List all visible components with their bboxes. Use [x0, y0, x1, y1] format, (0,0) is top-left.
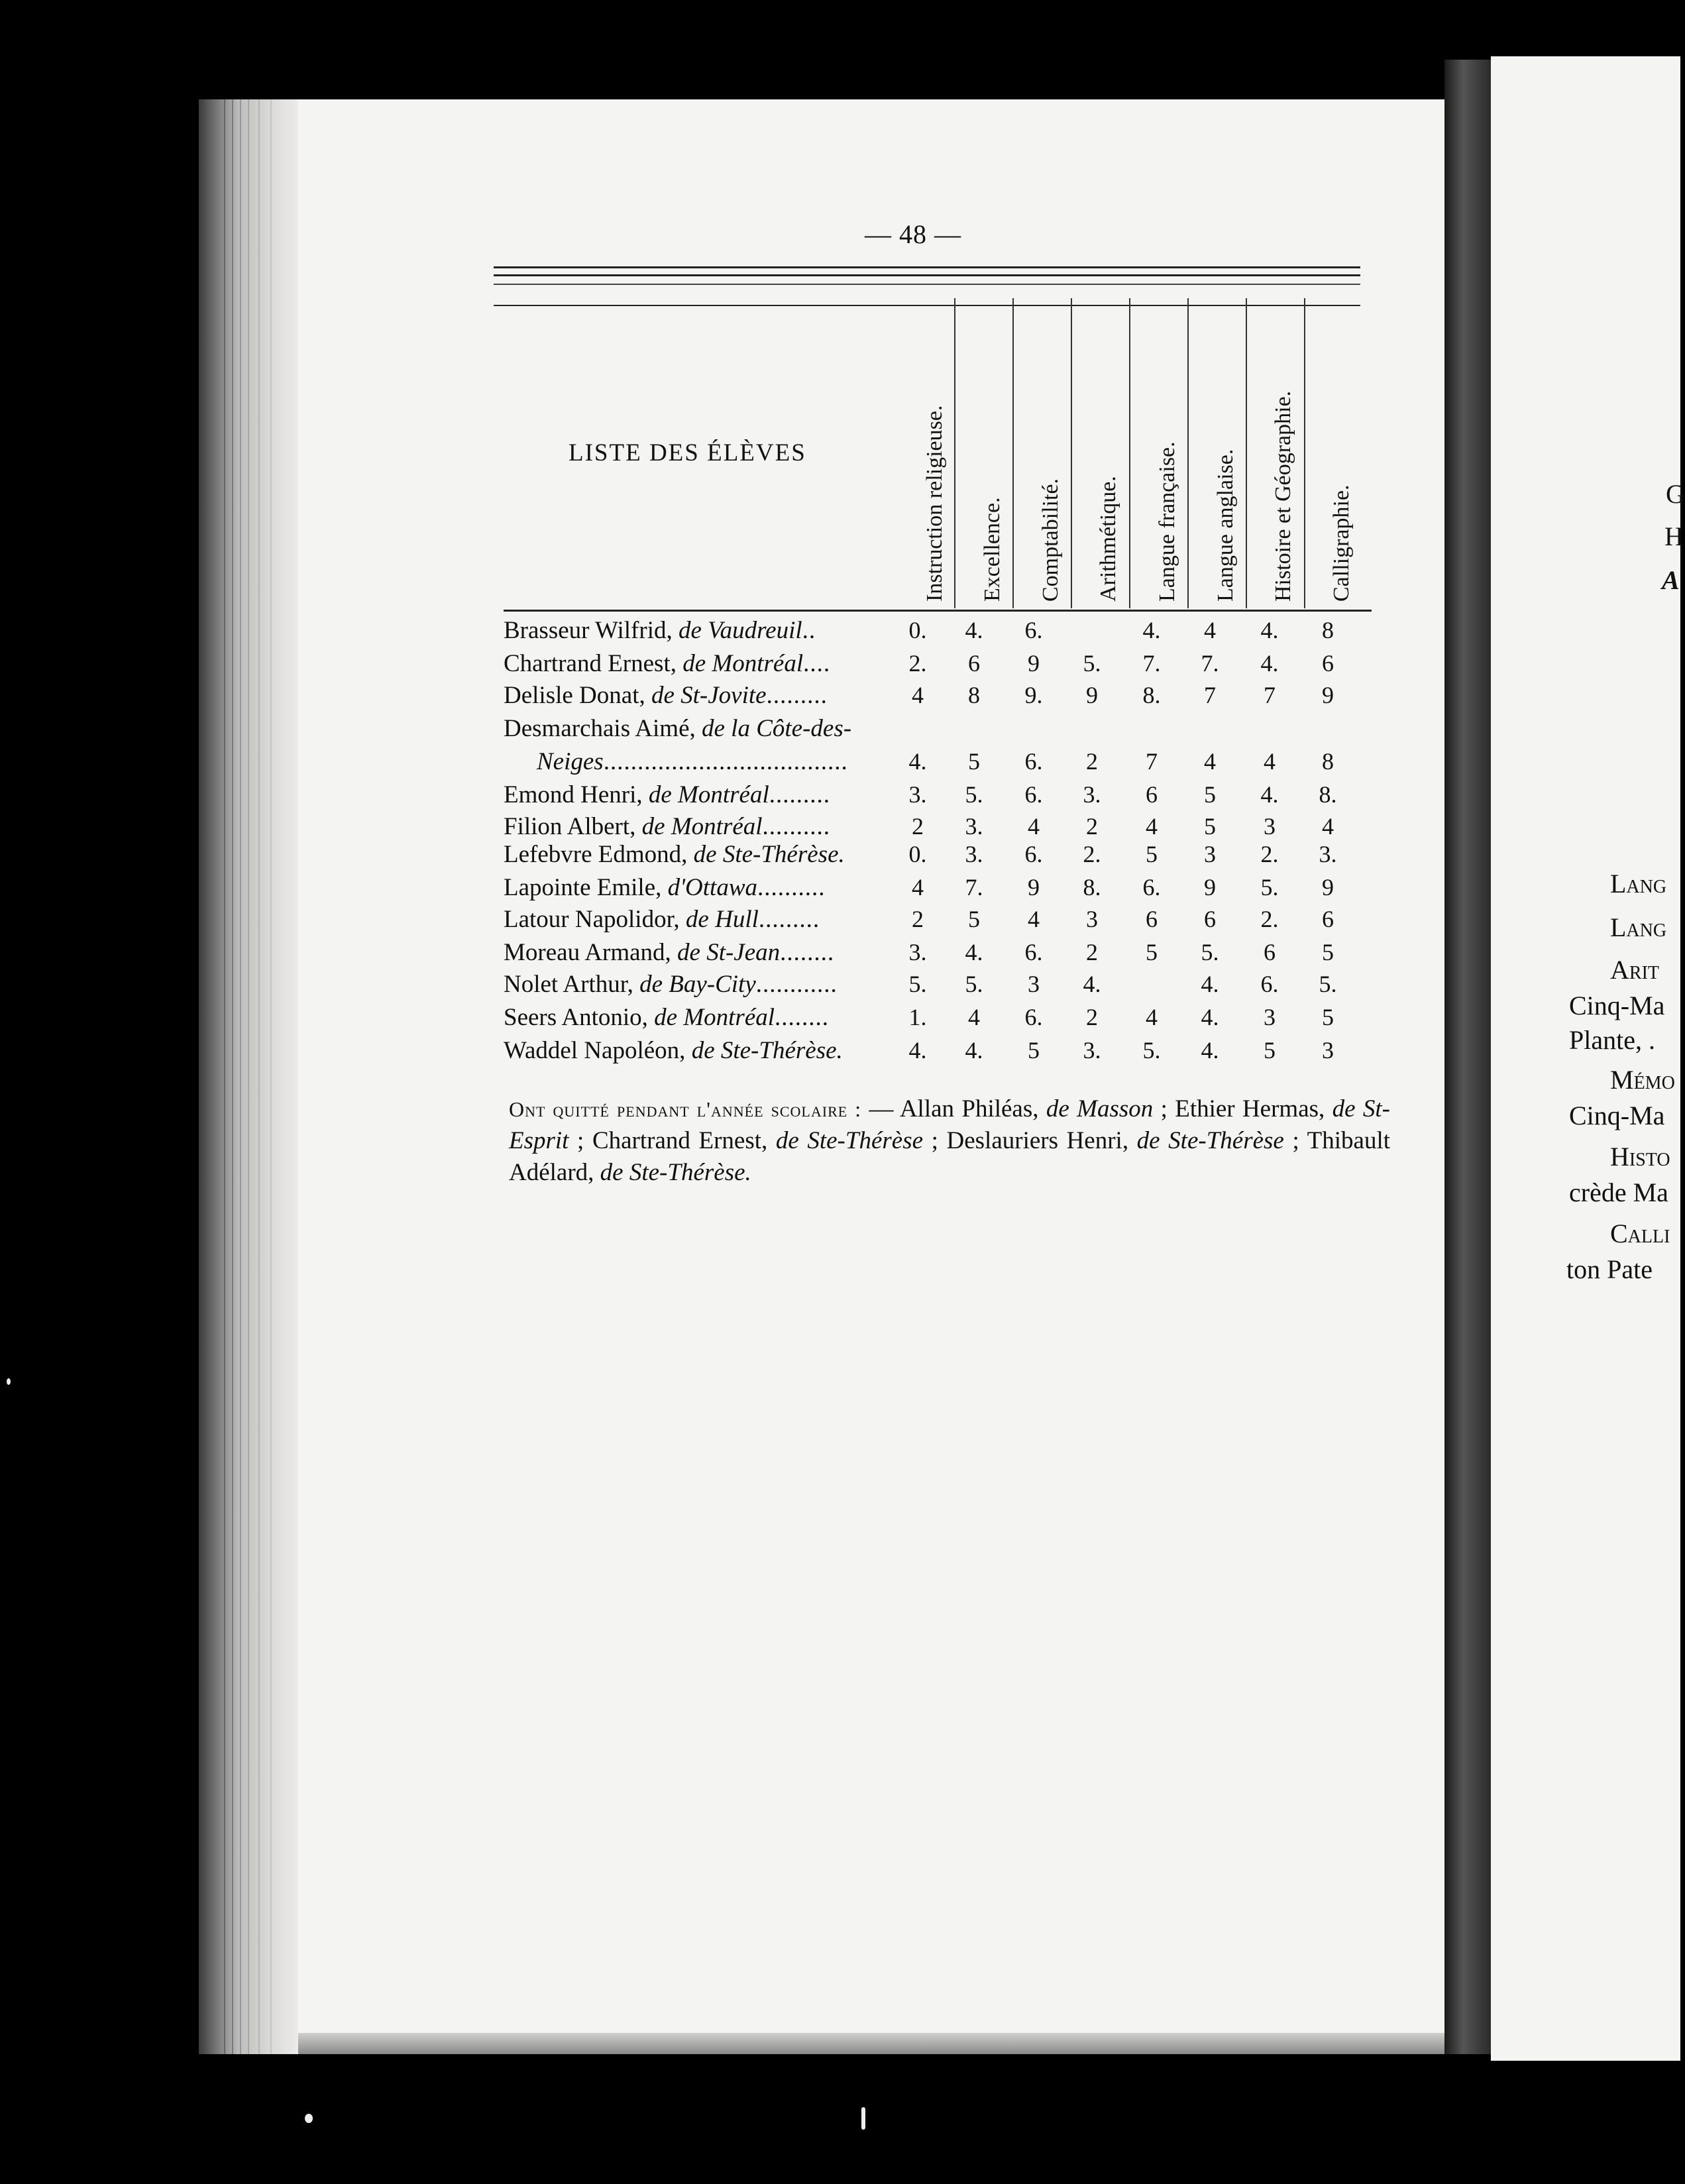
score-cell: 6	[1204, 906, 1216, 932]
student-name: Filion Albert, de Montréal..........	[504, 813, 831, 840]
score-cell: 4.	[1142, 617, 1161, 643]
score-cell: 0.	[908, 841, 927, 867]
score-cell: 7	[1204, 682, 1216, 708]
score-cell: 2	[1086, 1004, 1098, 1030]
score-cell: 5	[1204, 813, 1216, 840]
score-cell: 9	[1028, 874, 1040, 901]
score-cell: 6.	[1024, 1004, 1043, 1030]
score-cell: 6	[1322, 650, 1334, 677]
score-cell: 4	[968, 1004, 980, 1030]
score-cell: 4	[1322, 813, 1334, 840]
score-cell: 3	[1204, 841, 1216, 867]
scan-speck	[7, 1378, 11, 1385]
score-cell: 4.	[965, 617, 983, 643]
score-cell: 6.	[1260, 971, 1279, 997]
column-divider	[954, 298, 955, 608]
right-page-text: Cinq-Ma	[1569, 1101, 1665, 1130]
score-cell: 5.	[965, 971, 983, 997]
score-cell: 6.	[1142, 874, 1161, 901]
column-header: Langue anglaise.	[1213, 449, 1238, 602]
score-cell: 6	[1322, 906, 1334, 932]
student-name: Chartrand Ernest, de Montréal....	[504, 650, 831, 677]
column-header: Arithmétique.	[1096, 476, 1120, 602]
score-cell: 6.	[1024, 841, 1043, 867]
score-cell: 3.	[908, 939, 927, 965]
right-page-text: H	[1664, 521, 1684, 551]
score-cell: 2.	[1260, 906, 1279, 932]
score-cell: 4.	[1260, 617, 1279, 643]
score-cell: 9.	[1024, 682, 1043, 708]
score-cell: 3	[1264, 813, 1276, 840]
score-cell: 4	[912, 682, 924, 708]
score-cell: 4	[1028, 813, 1040, 840]
score-cell: 8.	[1083, 874, 1101, 901]
student-name: Delisle Donat, de St-Jovite.........	[504, 682, 828, 709]
score-cell: 4	[1204, 748, 1216, 775]
score-cell: 4	[1146, 1004, 1158, 1030]
column-divider	[1129, 298, 1130, 608]
student-name: Seers Antonio, de Montréal........	[504, 1004, 830, 1031]
header-rule	[494, 274, 1360, 276]
score-cell: 3.	[965, 813, 983, 840]
right-page-text: Plante, .	[1569, 1025, 1655, 1055]
score-cell: 9	[1322, 874, 1334, 901]
student-name: Emond Henri, de Montréal.........	[504, 781, 830, 808]
score-cell: 8	[1322, 748, 1334, 775]
score-cell: 4.	[1201, 1004, 1219, 1030]
right-page-text: ton Pate	[1566, 1254, 1653, 1284]
score-cell: 4	[1204, 617, 1216, 643]
score-cell: 2	[1086, 939, 1098, 965]
score-cell: 7.	[1201, 650, 1219, 677]
column-header: Excellence.	[980, 497, 1005, 602]
score-cell: 6	[1146, 906, 1158, 932]
book-gutter	[1444, 60, 1491, 2054]
student-name: Brasseur Wilfrid, de Vaudreuil..	[504, 617, 816, 644]
column-divider	[1246, 298, 1247, 608]
column-header: Langue française.	[1155, 441, 1179, 602]
score-cell: 2.	[908, 650, 927, 677]
column-header: Histoire et Géographie.	[1271, 390, 1295, 602]
score-cell: 4.	[965, 1037, 983, 1064]
score-cell: 4.	[1201, 971, 1219, 997]
page-edge	[199, 99, 298, 2054]
student-name: Neiges....................................	[537, 748, 848, 775]
student-name: Desmarchais Aimé, de la Côte-des-	[504, 715, 852, 742]
right-page-text: Mémo	[1610, 1065, 1675, 1095]
score-cell: 5.	[1083, 650, 1101, 677]
score-cell: 2.	[1083, 841, 1101, 867]
scan-speck	[861, 2107, 865, 2130]
score-cell: 6.	[1024, 939, 1043, 965]
score-cell: 6.	[1024, 748, 1043, 775]
score-cell: 5	[1146, 841, 1158, 867]
header-rule	[494, 284, 1360, 285]
score-cell: 3.	[1319, 841, 1337, 867]
page-number: — 48 —	[865, 219, 961, 249]
score-cell: 0.	[908, 617, 927, 643]
column-divider	[1012, 298, 1014, 608]
score-cell: 2	[912, 813, 924, 840]
right-page-text: Histo	[1610, 1142, 1670, 1172]
score-cell: 3.	[1083, 1037, 1101, 1064]
right-page-text: G	[1666, 479, 1685, 509]
score-cell: 8.	[1142, 682, 1161, 708]
student-name: Latour Napolidor, de Hull.........	[504, 906, 820, 933]
page-bottom-edge	[298, 2033, 1444, 2054]
right-page-text: A	[1662, 565, 1680, 595]
score-cell: 5	[1146, 939, 1158, 965]
student-name: Moreau Armand, de St-Jean........	[504, 939, 835, 966]
score-cell: 3.	[908, 781, 927, 808]
score-cell: 8.	[1319, 781, 1337, 808]
column-header: Instruction religieuse.	[922, 405, 947, 602]
score-cell: 3	[1264, 1004, 1276, 1030]
score-cell: 9	[1086, 682, 1098, 708]
column-header: Calligraphie.	[1329, 484, 1354, 602]
score-cell: 7.	[965, 874, 983, 901]
score-cell: 9	[1322, 682, 1334, 708]
score-cell: 5	[1264, 1037, 1276, 1064]
student-name: Nolet Arthur, de Bay-City............	[504, 971, 838, 998]
list-title: LISTE DES ÉLÈVES	[569, 439, 806, 466]
score-cell: 4.	[908, 748, 927, 775]
student-name: Waddel Napoléon, de Ste-Thérèse.	[504, 1037, 843, 1064]
score-cell: 5	[1322, 1004, 1334, 1030]
column-divider	[1304, 298, 1305, 608]
scan-speck	[305, 2114, 313, 2123]
score-cell: 2	[912, 906, 924, 932]
score-cell: 5	[1204, 781, 1216, 808]
score-cell: 9	[1204, 874, 1216, 901]
student-name: Lefebvre Edmond, de Ste-Thérèse.	[504, 841, 845, 868]
column-divider	[1071, 298, 1072, 608]
score-cell: 6.	[1024, 781, 1043, 808]
header-bottom-rule	[504, 610, 1372, 612]
score-cell: 5.	[1201, 939, 1219, 965]
score-cell: 6.	[1024, 617, 1043, 643]
score-cell: 4.	[1260, 650, 1279, 677]
score-cell: 3	[1322, 1037, 1334, 1064]
header-rule	[494, 305, 1360, 306]
right-page-text: Lang	[1610, 869, 1667, 899]
score-cell: 4.	[965, 939, 983, 965]
score-cell: 7	[1264, 682, 1276, 708]
score-cell: 4.	[1083, 971, 1101, 997]
score-cell: 2	[1086, 813, 1098, 840]
score-cell: 8	[1322, 617, 1334, 643]
right-page-text: Calli	[1610, 1219, 1670, 1248]
score-cell: 6	[968, 650, 980, 677]
score-cell: 4	[1146, 813, 1158, 840]
score-cell: 2	[1086, 748, 1098, 775]
score-cell: 3	[1028, 971, 1040, 997]
score-cell: 5	[968, 906, 980, 932]
score-cell: 3.	[1083, 781, 1101, 808]
column-divider	[1187, 298, 1189, 608]
footnote: Ont quitté pendant l'année scolaire : — Allan Philéas, de Masson ; Ethier Hermas, de St-Esprit ; Chartrand Ernest, de Ste-Thérèse ; Deslauriers Henri, de Ste-Thérèse ; Thibault Adélard, de Ste-Thérèse.	[509, 1095, 1391, 1186]
score-cell: 9	[1028, 650, 1040, 677]
score-cell: 4	[912, 874, 924, 901]
score-cell: 7.	[1142, 650, 1161, 677]
score-cell: 4.	[1260, 781, 1279, 808]
score-cell: 3	[1086, 906, 1098, 932]
score-cell: 4	[1028, 906, 1040, 932]
student-name: Lapointe Emile, d'Ottawa..........	[504, 874, 826, 901]
right-page-text: crède Ma	[1569, 1177, 1668, 1207]
score-cell: 6	[1264, 939, 1276, 965]
score-cell: 4.	[908, 1037, 927, 1064]
score-cell: 7	[1146, 748, 1158, 775]
score-cell: 5	[1322, 939, 1334, 965]
score-cell: 1.	[908, 1004, 927, 1030]
score-cell: 5.	[908, 971, 927, 997]
right-page-text: Lang	[1610, 912, 1667, 942]
header-rule	[494, 266, 1360, 268]
score-cell: 5	[1028, 1037, 1040, 1064]
score-cell: 5.	[1142, 1037, 1161, 1064]
score-cell: 5.	[965, 781, 983, 808]
score-cell: 5.	[1319, 971, 1337, 997]
score-cell: 5.	[1260, 874, 1279, 901]
score-cell: 8	[968, 682, 980, 708]
right-page-text: Cinq-Ma	[1569, 991, 1665, 1020]
column-header: Comptabilité.	[1038, 478, 1063, 602]
score-cell: 6	[1146, 781, 1158, 808]
score-cell: 4.	[1201, 1037, 1219, 1064]
score-cell: 5	[968, 748, 980, 775]
score-cell: 2.	[1260, 841, 1279, 867]
score-cell: 4	[1264, 748, 1276, 775]
right-page-text: Arit	[1610, 955, 1659, 985]
score-cell: 3.	[965, 841, 983, 867]
right-page	[1491, 56, 1680, 2061]
left-page	[199, 99, 1444, 2054]
